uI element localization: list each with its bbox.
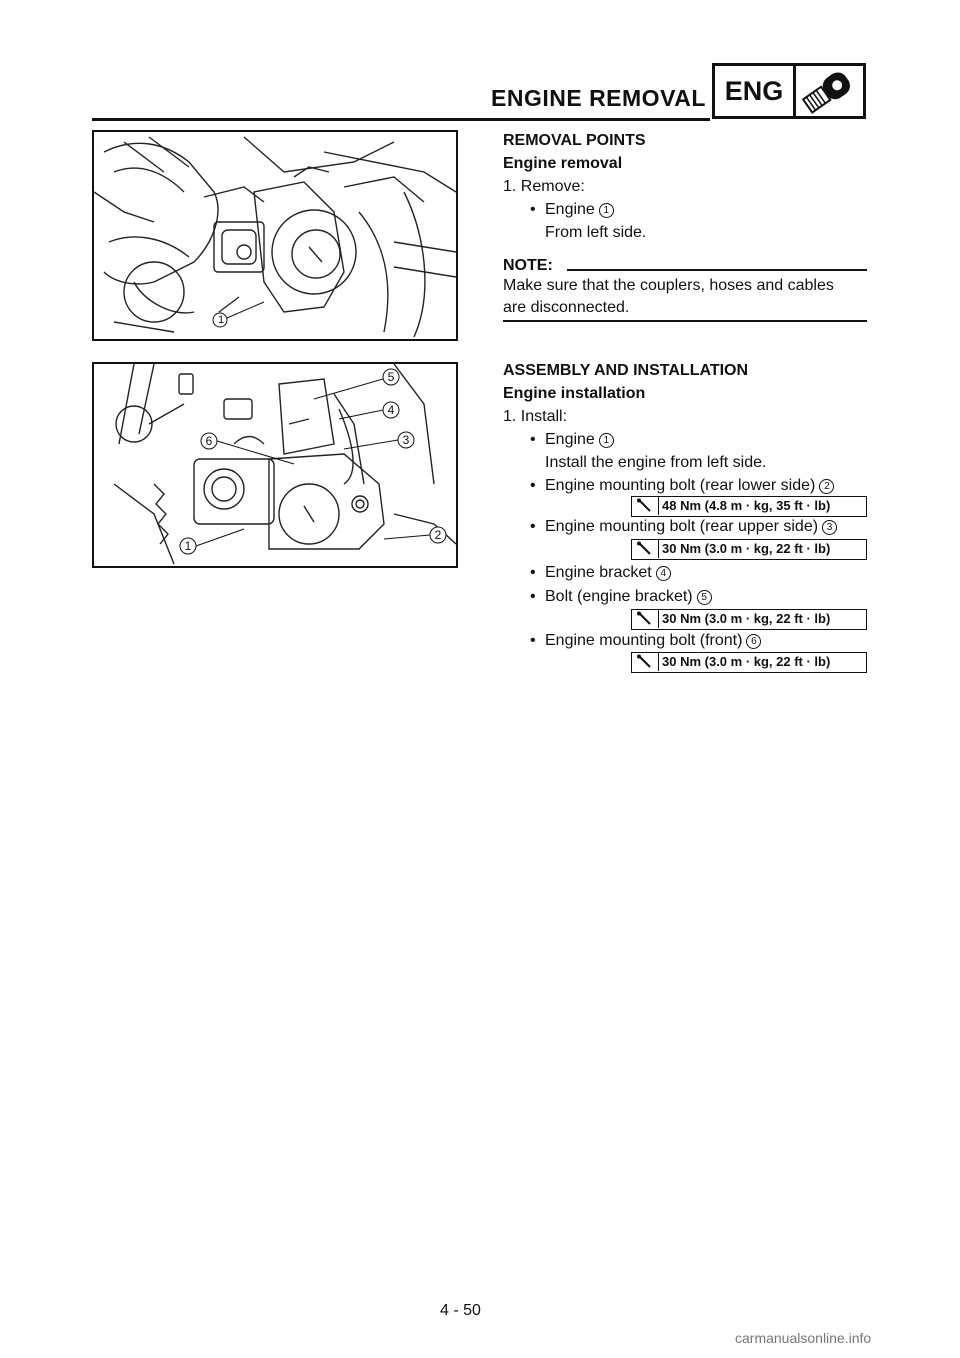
assembly-detail: Install the engine from left side. xyxy=(545,454,767,471)
ref-marker: 4 xyxy=(656,566,671,581)
page-title: ENGINE REMOVAL xyxy=(491,85,706,111)
note-line-1: Make sure that the couplers, hoses and cables xyxy=(503,277,834,294)
assembly-item-rear-upper-bolt: • Engine mounting bolt (rear upper side) 3 xyxy=(545,517,837,537)
section-badge-label: ENG xyxy=(715,66,796,116)
removal-item-engine: • Engine 1 xyxy=(545,200,614,220)
removal-detail: From left side. xyxy=(545,224,647,241)
watermark: carmanualsonline.info xyxy=(735,1330,872,1346)
ref-marker: 1 xyxy=(599,203,614,218)
assembly-item-front-bolt: • Engine mounting bolt (front) 6 xyxy=(545,631,761,651)
engine-removal-illustration xyxy=(92,130,458,341)
ref-marker: 5 xyxy=(697,590,712,605)
torque-value: 30 Nm (3.0 m · kg, 22 ft · lb) xyxy=(662,541,831,556)
assembly-item-engine-bracket: • Engine bracket 4 xyxy=(545,563,671,583)
section-badge xyxy=(712,63,866,119)
callout-3: 3 xyxy=(402,433,410,447)
torque-value: 30 Nm (3.0 m · kg, 22 ft · lb) xyxy=(662,654,831,669)
torque-wrench-icon xyxy=(632,653,659,671)
removal-step: 1. Remove: xyxy=(503,178,585,195)
removal-subheading: Engine removal xyxy=(503,155,623,172)
header-rule xyxy=(92,118,710,121)
engine-piston-icon xyxy=(795,66,863,116)
callout-6: 6 xyxy=(205,434,213,448)
note-bottom-rule xyxy=(503,320,867,322)
ref-marker: 3 xyxy=(822,520,837,535)
ref-marker: 2 xyxy=(819,479,834,494)
torque-spec xyxy=(631,539,867,560)
callout-5: 5 xyxy=(387,370,395,384)
torque-wrench-icon xyxy=(632,610,659,628)
assembly-heading: ASSEMBLY AND INSTALLATION xyxy=(503,362,749,379)
ref-marker: 1 xyxy=(599,433,614,448)
callout-1: 1 xyxy=(217,314,225,326)
torque-value: 30 Nm (3.0 m · kg, 22 ft · lb) xyxy=(662,611,831,626)
torque-value: 48 Nm (4.8 m · kg, 35 ft · lb) xyxy=(662,498,831,513)
assembly-subheading: Engine installation xyxy=(503,385,646,402)
torque-wrench-icon xyxy=(632,540,659,558)
callout-4: 4 xyxy=(387,403,395,417)
page-number: 4 - 50 xyxy=(440,1302,481,1319)
assembly-item-rear-lower-bolt: • Engine mounting bolt (rear lower side) 2 xyxy=(545,476,834,496)
callout-2: 2 xyxy=(434,528,442,542)
callout-1: 1 xyxy=(184,539,192,553)
engine-installation-illustration xyxy=(92,362,458,568)
torque-spec xyxy=(631,652,867,673)
torque-wrench-icon xyxy=(632,497,659,515)
note-line-2: are disconnected. xyxy=(503,299,630,316)
torque-spec xyxy=(631,609,867,630)
ref-marker: 6 xyxy=(746,634,761,649)
note-top-rule xyxy=(567,269,867,271)
torque-spec xyxy=(631,496,867,517)
assembly-step: 1. Install: xyxy=(503,408,568,425)
assembly-item-engine: • Engine 1 xyxy=(545,430,614,450)
removal-heading: REMOVAL POINTS xyxy=(503,132,646,149)
note-label: NOTE: xyxy=(503,257,553,274)
assembly-item-bracket-bolt: • Bolt (engine bracket) 5 xyxy=(545,587,712,607)
